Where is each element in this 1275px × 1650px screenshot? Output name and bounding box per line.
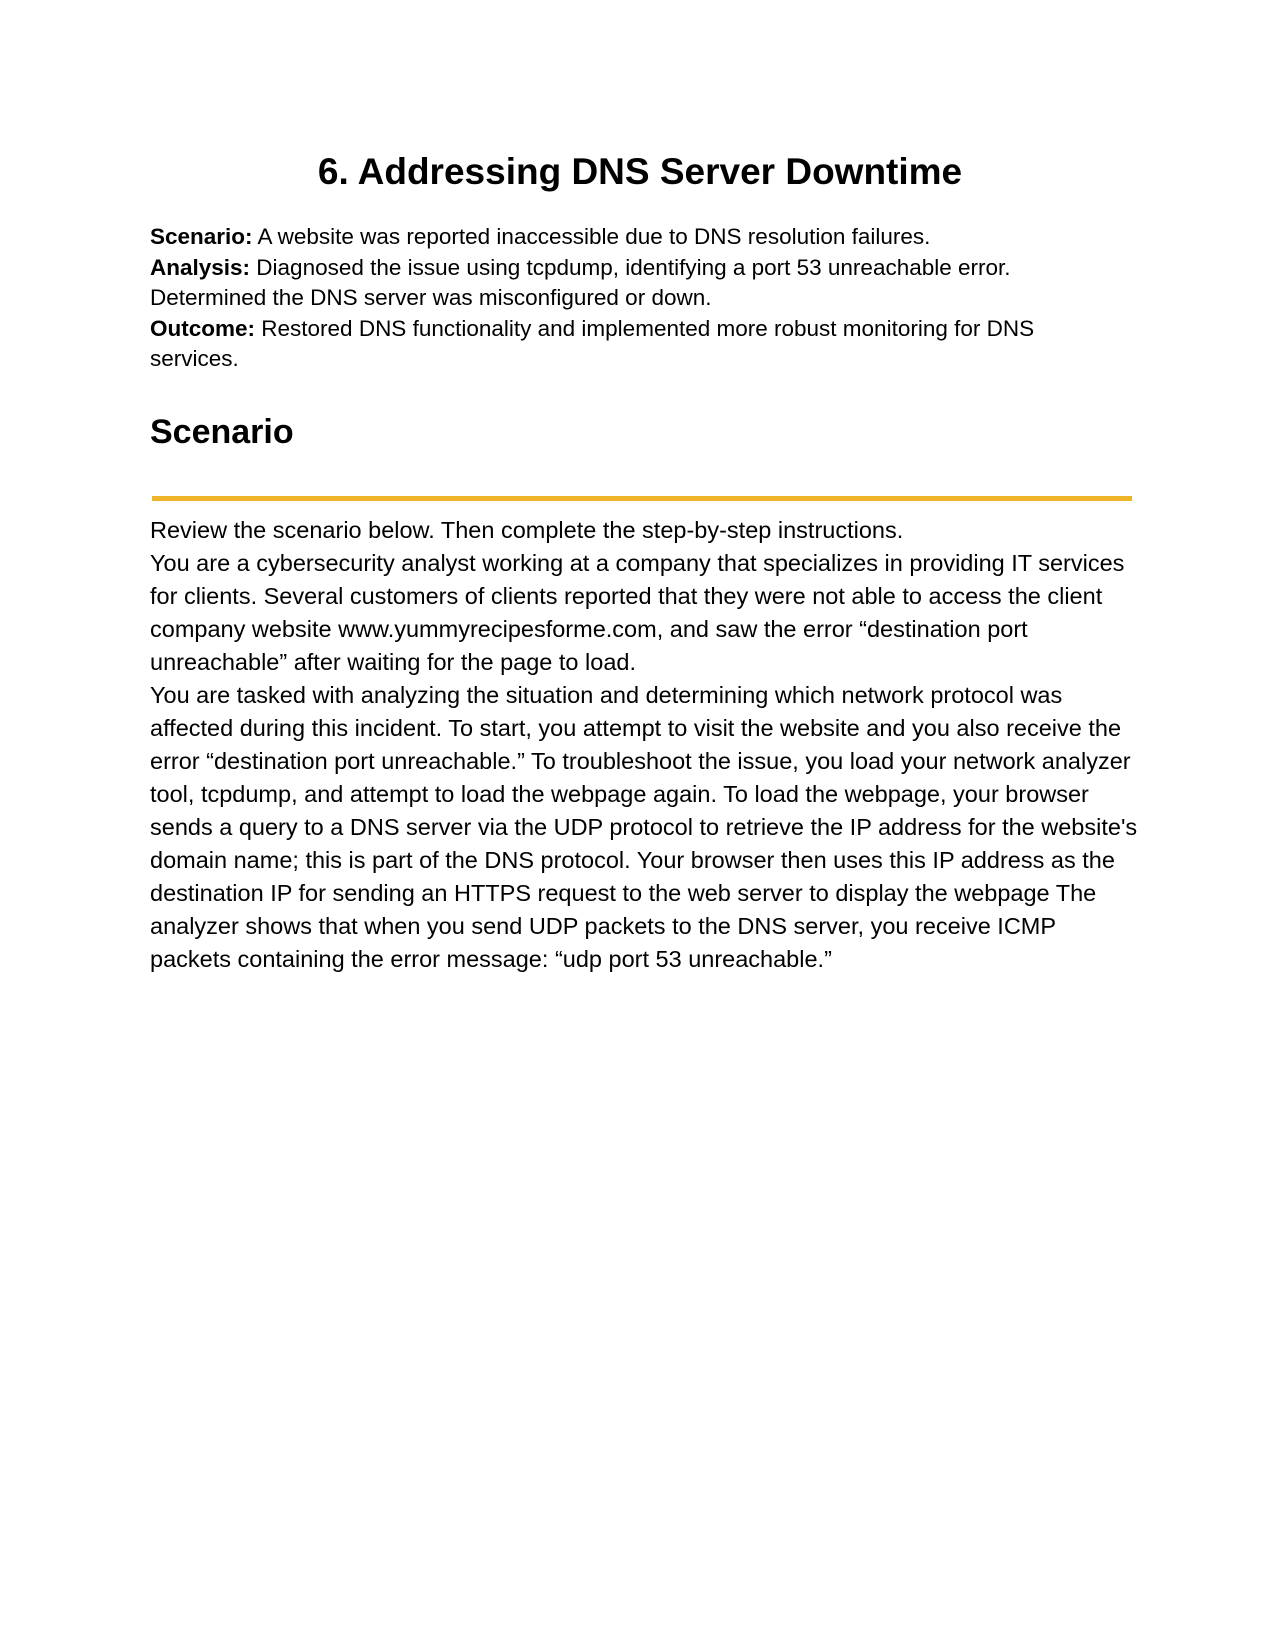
summary-scenario-text: A website was reported inaccessible due to DNS resolution failures.: [252, 224, 931, 249]
summary-scenario-label: Scenario:: [150, 224, 253, 249]
section-divider: [152, 496, 1132, 501]
scenario-paragraph-analysis: You are tasked with analyzing the situation and determining which network protocol was affected during this incident. To start, you attempt to visit the website and you also receive the error “destination port unreachable.” To troubleshoot the issue, you load your network analyzer tool, tcpdump, and attempt to load the webpage again. To load the webpage, your browser sends a query to a DNS server via the UDP protocol to retrieve the IP address for the website's domain name; this is part of the DNS protocol. Your browser then uses this IP address as the destination IP for sending an HTTPS request to the web server to display the webpage The analyzer shows that when you send UDP packets to the DNS server, you receive ICMP packets containing the error message: “udp port 53 unreachable.”: [150, 682, 1138, 972]
summary-analysis-label: Analysis:: [150, 254, 251, 280]
scenario-paragraph-context: You are a cybersecurity analyst working at a company that specializes in providing IT services for clients. Several customers of clients reported that they were not able to access the client company website www.yummyrecipesforme.com, and saw the error “destination port unreachable” after waiting for the page to load.: [150, 550, 1125, 675]
summary-outcome: [150, 314, 1110, 375]
incident-summary: [150, 222, 1110, 375]
scenario-body: [150, 514, 1140, 976]
page-title: 6. Addressing DNS Server Downtime: [317, 151, 963, 192]
summary-analysis: [150, 253, 1110, 314]
summary-outcome-text: Restored DNS functionality and implemented more robust monitoring for DNS services.: [150, 315, 1035, 371]
summary-outcome-label: Outcome:: [150, 315, 256, 341]
section-heading-scenario: Scenario: [150, 413, 294, 451]
scenario-paragraph-instructions: Review the scenario below. Then complete the step-by-step instructions.: [150, 517, 904, 543]
summary-scenario: [150, 222, 1110, 253]
summary-analysis-text: Diagnosed the issue using tcpdump, identifying a port 53 unreachable error. Determined the DNS server was misconfigured or down.: [150, 254, 1011, 310]
